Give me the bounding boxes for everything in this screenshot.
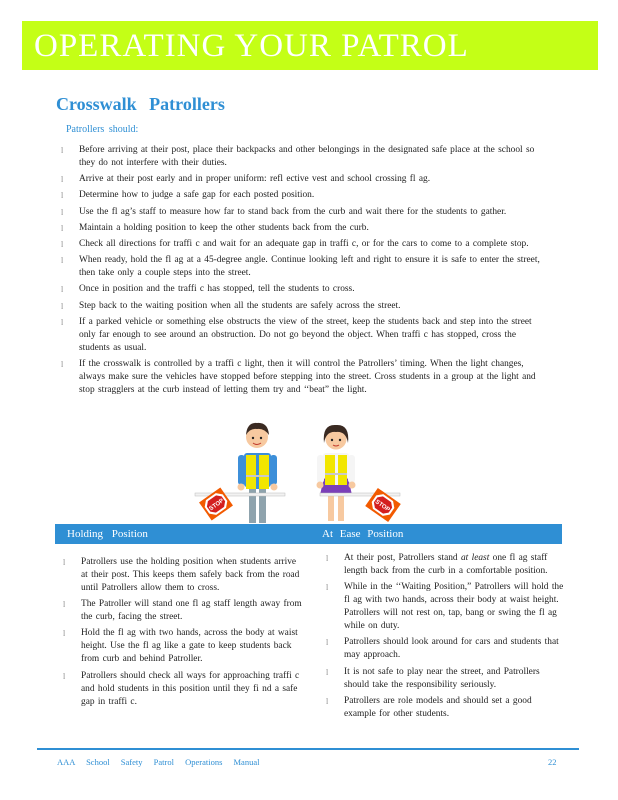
bullet-marker: l (326, 583, 329, 593)
flag-staff (195, 493, 285, 496)
list-item-text: Patrollers use the holding position when students arrive at their post. This keeps them safely back from the road until Patrollers allow them to cross. (81, 557, 300, 593)
bullet-marker: l (61, 285, 64, 295)
at-ease-position-list (325, 552, 565, 724)
list-item (62, 556, 302, 595)
bullet-marker: l (63, 671, 66, 681)
patrollers-illustration (180, 415, 440, 527)
section-intro: Patrollers should: (66, 124, 139, 135)
bullet-marker: l (61, 207, 64, 217)
list-item (60, 316, 550, 355)
sign-right-text: STOP (373, 499, 391, 514)
bullet-marker: l (61, 223, 64, 233)
list-item-text-pre: At their post, Patrollers stand (344, 553, 461, 563)
list-item-text: If the crosswalk is controlled by a traffi c light, then it will control the Patrollers’ timing. When the light changes, always make sure the vehicles have stopped before stepping into the street. Cross students in a group at the light and stop stragglers at the curb instead of letting them try and ‘‘beat” the light. (79, 358, 536, 395)
list-item (325, 695, 565, 721)
list-item (60, 222, 550, 235)
bullet-marker: l (63, 629, 66, 639)
list-item (60, 144, 550, 170)
bullet-marker: l (61, 317, 64, 327)
list-item (325, 552, 565, 578)
list-item-text-italic: at least (460, 553, 490, 563)
bullet-marker: l (326, 696, 329, 706)
bullet-marker: l (61, 256, 64, 266)
list-item-text: Patrollers should look around for cars and students that may approach. (344, 637, 559, 661)
list-item (60, 173, 550, 186)
page-number: 22 (548, 757, 557, 767)
boy-patroller (238, 423, 278, 523)
bullet-marker: l (61, 175, 64, 185)
section-heading: Crosswalk Patrollers (56, 94, 225, 114)
bullet-marker: l (61, 301, 64, 311)
stop-sign-left (199, 488, 233, 521)
bullet-marker: l (63, 600, 66, 610)
bullet-marker: l (61, 146, 64, 155)
list-item-text: Patrollers are role models and should set a good example for other students. (344, 695, 532, 719)
footer-title: AAA School Safety Patrol Operations Manual (57, 757, 260, 767)
list-item-text: If a parked vehicle or something else obstructs the view of the street, keep the students back and step into the street only far enough to see around an obstruction. Do not go beyond the object. When traffi c has stopped, cross the students as usual. (79, 316, 532, 353)
list-item-text: When ready, hold the fl ag at a 45-degree angle. Continue looking left and right to ensure it is safe to enter the street, then take only a couple steps into the street. (79, 255, 540, 279)
position-header-bar (55, 524, 562, 544)
list-item (60, 189, 550, 202)
list-item-text: The Patroller will stand one fl ag staff length away from the curb, facing the street. (81, 599, 302, 623)
bullet-marker: l (326, 638, 329, 648)
sign-left-text: STOP (208, 498, 226, 513)
bullet-marker: l (61, 239, 64, 249)
bullet-marker: l (61, 359, 64, 369)
list-item (60, 254, 550, 280)
list-item-text: Step back to the waiting position when all the students are safely across the street. (79, 300, 401, 311)
footer-divider (37, 748, 579, 750)
list-item (60, 206, 550, 219)
bullet-marker: l (61, 191, 64, 201)
holding-position-heading: Holding Position (67, 528, 148, 540)
list-item-text: Arrive at their post early and in proper uniform: refl ective vest and school crossing fl ag. (79, 174, 431, 185)
list-item (60, 238, 550, 251)
list-item (62, 598, 302, 624)
girl-patroller (317, 425, 356, 521)
list-item-text: Check all directions for traffi c and wait for an adequate gap in traffi c, or for the cars to come to a complete stop. (79, 238, 529, 249)
list-item (325, 581, 565, 633)
list-item-text: Patrollers should check all ways for approaching traffi c and hold students in this position until they fi nd a safe gap in traffi c. (81, 670, 300, 707)
at-ease-position-heading: At Ease Position (322, 528, 404, 540)
list-item (62, 627, 302, 666)
list-item (325, 666, 565, 692)
bullet-marker: l (326, 667, 329, 677)
list-item-text: Determine how to judge a safe gap for each posted position. (79, 190, 315, 201)
list-item-text: Before arriving at their post, place their backpacks and other belongings in the designated safe place at the school so they do not interfere with their duties. (79, 145, 535, 168)
list-item-text: Use the fl ag’s staff to measure how far to stand back from the curb and wait there for the students to gather. (79, 206, 507, 217)
list-item (60, 300, 550, 313)
holding-position-list (62, 556, 302, 712)
title-banner (22, 21, 598, 70)
bullet-marker: l (326, 554, 329, 563)
bullet-marker: l (63, 558, 66, 567)
list-item-text-post: one fl ag staff length back from the curb in a comfortable position. (344, 553, 548, 576)
list-item (325, 636, 565, 662)
list-item (62, 670, 302, 709)
list-item-text: Once in position and the traffi c has stopped, tell the students to cross. (79, 284, 355, 295)
list-item (60, 283, 550, 296)
patroller-duties-list (60, 144, 550, 400)
list-item-text: Hold the fl ag with two hands, across the body at waist height. Use the fl ag like a gate to keep students back from curb and behind Patroller. (81, 628, 298, 665)
list-item (60, 358, 550, 397)
page-title: OPERATING YOUR PATROL (34, 28, 469, 64)
list-item-text: It is not safe to play near the street, and Patrollers should take the responsibility seriously. (344, 666, 540, 690)
list-item-text: Maintain a holding position to keep the other students back from the curb. (79, 222, 369, 233)
list-item-text: While in the ‘‘Waiting Position,” Patrollers will hold the fl ag with two hands, across their body at waist height. Patrollers will not rest on, tap, bang or swing the fl ag while on duty. (344, 582, 564, 632)
